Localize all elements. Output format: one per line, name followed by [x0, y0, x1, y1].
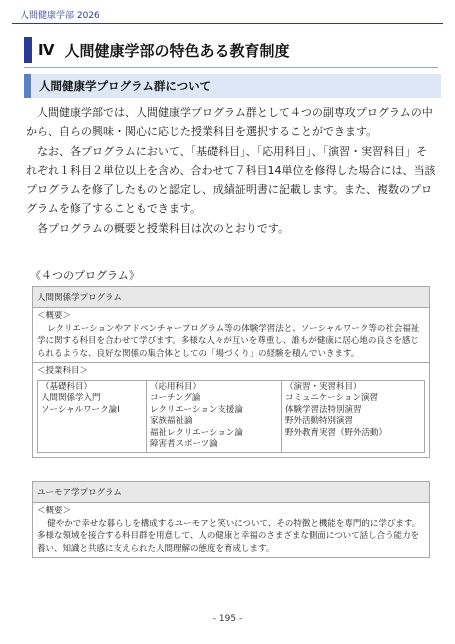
courses-label: ＜授業科目＞	[33, 362, 429, 378]
course-column-practice	[282, 380, 425, 454]
body-paragraph: なお、各プログラムにおいて、「基礎科目」、「応用科目」、「演習・実習科目」それぞれ１科目２単位以上を含め、合わせて７科目14単位を修得した場合には、当該プログラムを修了したものと認定し、成績証明書に記載します。また、複数のプログラムを修了することもできます。	[26, 144, 436, 216]
course-column-basic	[37, 380, 147, 454]
overview-text: レクリエーションやアドベンチャープログラム等の体験学習法と、ソーシャルワーク等の社会福祉学に関する科目を合わせて学びます。多様な人々が互いを尊重し、誰もが健康に居心地の良さを感じられるような、良好な関係の集合体としての「場づくり」の経験を積んでいきます。	[37, 323, 420, 359]
section-title: 人間健康学プログラム群について	[39, 79, 212, 93]
chapter-heading	[24, 36, 438, 64]
chapter-title: 人間健康学部の特色ある教育制度	[64, 41, 290, 60]
programs-heading: 《４つのプログラム》	[30, 269, 140, 282]
overview-text: 健やかで幸せな暮らしを構成するユーモアと笑いについて、その特徴と機能を専門的に学びます。多様な領域を接合する科目群を用意して、人の健康と幸福のさまざまな側面について話し合う能力を養い、知識と共感に支えられた人間理解の態度を育成します。	[37, 518, 421, 554]
course-item: コーチング論	[150, 393, 201, 404]
course-item: 障害者スポーツ論	[150, 439, 218, 450]
chapter-number: Ⅳ	[38, 41, 55, 59]
course-column-heading: （演習・実習科目）	[285, 381, 362, 392]
course-item: 家族福祉論	[150, 416, 193, 427]
course-item: コミュニケーション演習	[285, 393, 378, 404]
running-header: 人間健康学部 2026	[20, 11, 100, 21]
courses-grid	[37, 380, 425, 454]
course-item: 福祉レクリエーション論	[150, 427, 243, 438]
course-item: ソーシャルワーク論Ⅰ	[41, 404, 120, 415]
program-box-human-relations	[32, 286, 430, 458]
header-rule	[12, 23, 443, 24]
overview-label: ＜概要＞	[37, 506, 72, 516]
body-text	[26, 103, 438, 238]
chapter-accent-bar	[24, 37, 32, 63]
body-paragraph: 人間健康学部では、人間健康学プログラム群として４つの副専攻プログラムの中から、自らの興味・関心に応じた授業科目を選択することができます。	[26, 106, 433, 139]
page-number: - 195 -	[212, 614, 243, 624]
course-item: 人間関係学入門	[41, 393, 101, 404]
course-item: 野外活動特別演習	[285, 416, 354, 427]
overview-label: ＜概要＞	[37, 311, 72, 321]
course-item: 野外教育実習（野外活動）	[285, 427, 388, 438]
course-column-heading: （基礎科目）	[41, 381, 93, 392]
chapter-rule	[24, 67, 438, 68]
program-name: 人間関係学プログラム	[33, 287, 429, 308]
program-name: ユーモア学プログラム	[33, 482, 429, 503]
course-item: レクリエーション支援論	[150, 404, 243, 415]
course-column-heading: （応用科目）	[150, 381, 202, 392]
course-item: 体験学習法特別演習	[285, 404, 362, 415]
course-column-applied	[147, 380, 282, 454]
program-box-humor	[32, 481, 430, 558]
section-heading	[24, 74, 441, 98]
body-paragraph: 各プログラムの概要と授業科目は次のとおりです。	[37, 221, 290, 235]
